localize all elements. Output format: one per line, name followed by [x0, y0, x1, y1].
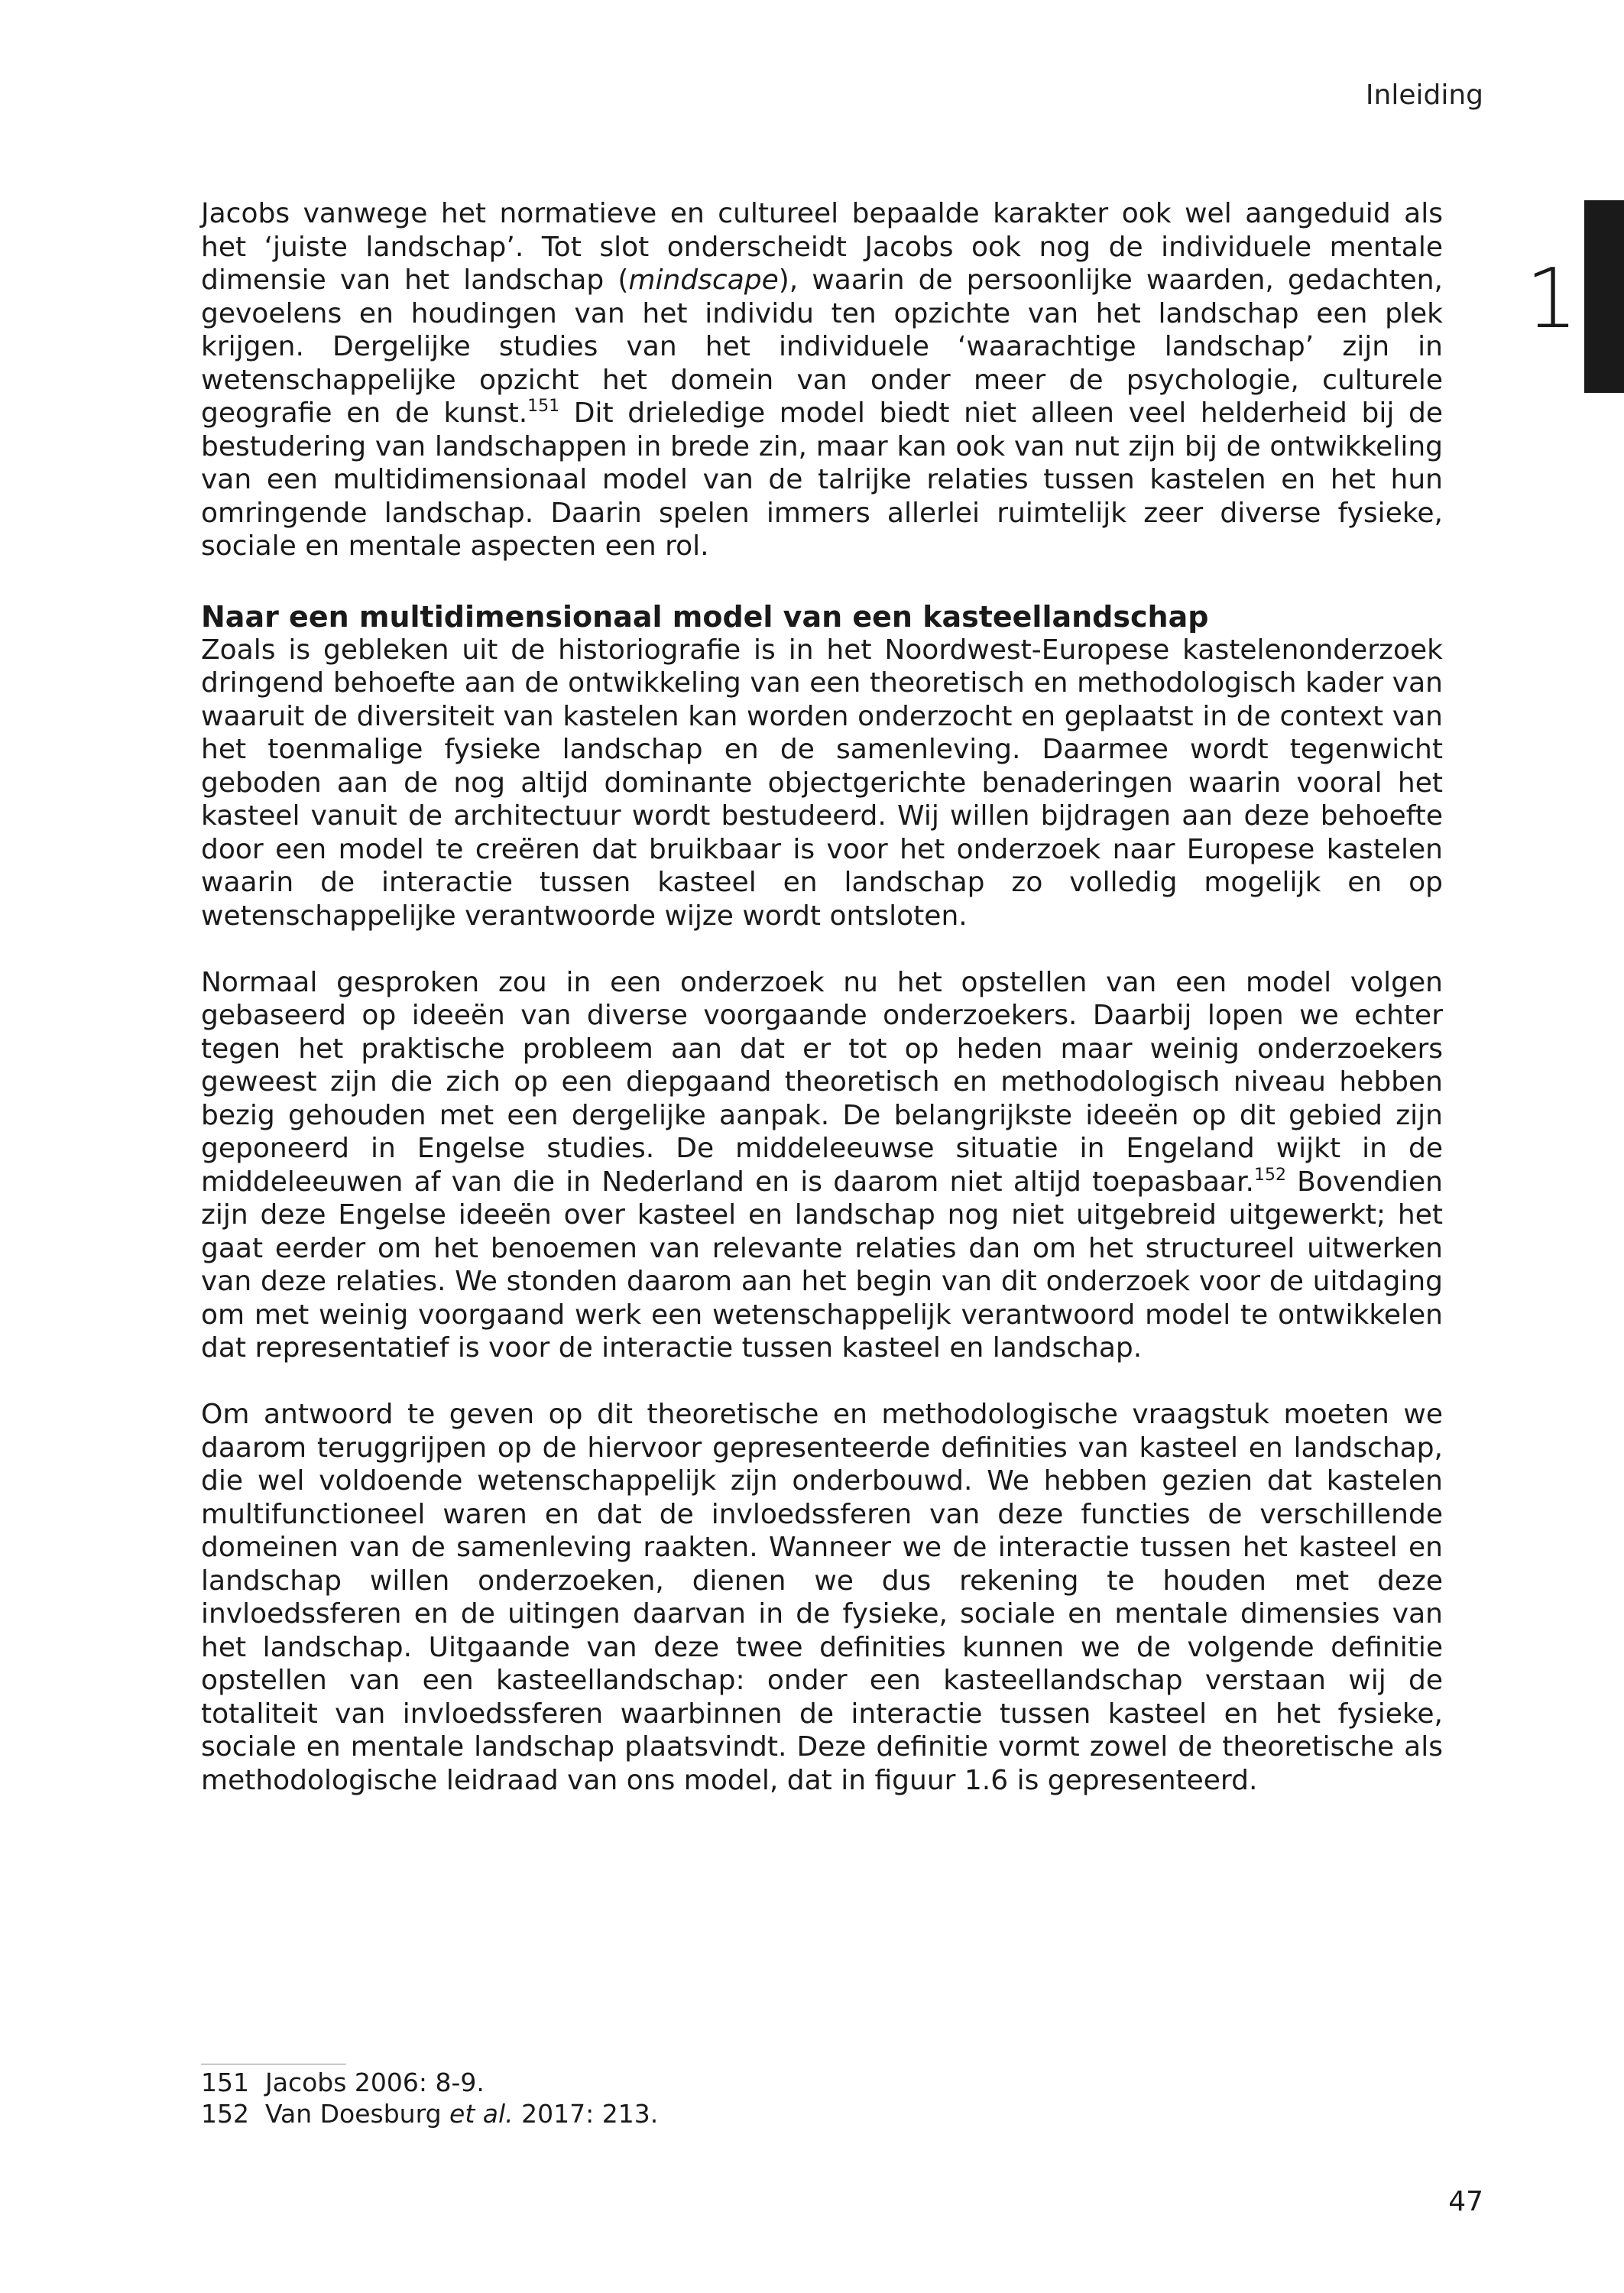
section-heading: Naar een multidimensionaal model van een kasteellandschap: [201, 599, 1209, 634]
footnote-number: 152: [201, 2099, 249, 2129]
footnote-ref-152[interactable]: 152: [1253, 1165, 1286, 1185]
paragraph-3-text-a: Normaal gesproken zou in een onderzoek nu het opstellen van een model volgen gebaseerd op ideeën van diverse voorgaande onderzoekers. Daarbij lopen we echter tegen het praktische probleem aan dat er tot op heden maar weinig onderzoekers geweest zijn die zich op een diepgaand theoretisch en methodologisch niveau hebben bezig gehouden met een dergelijke aanpak. De belangrijkste ideeën op dit gebied zijn geponeerd in Engelse studies. De middeleeuwse situatie in Engeland wijkt in de middeleeuwen af van die in Nederland en is daarom niet altijd toepasbaar.: [201, 966, 1443, 1198]
footnote-text: Van Doesburg: [265, 2099, 450, 2129]
page-number: 47: [1448, 2186, 1483, 2217]
footnote-text-end: 2017: 213.: [513, 2099, 659, 2129]
footnote-emphasis: et al.: [449, 2099, 514, 2129]
chapter-tab-marker: [1584, 200, 1624, 393]
paragraph-1-emphasis: mindscape: [628, 264, 779, 296]
body-text: [201, 197, 1443, 1797]
running-head: Inleiding: [1365, 79, 1483, 111]
paragraph-1-text-b: ), waarin de persoonlijke waarden, gedachten, gevoelens en houdingen van het individu ten opzichte van het landschap een plek krijgen. Dergelijke studies van het individuele ‘waarachtige landschap’ zijn in wetenschappelijke opzicht het domein van onder meer de psychologie, culturele geografie en de kunst.: [201, 264, 1443, 429]
footnote-152: [201, 2098, 658, 2129]
paragraph-1-text-c: Dit drieledige model biedt niet alleen veel helderheid bij de bestudering van landschappen in brede zin, maar kan ook van nut zijn bij de ontwikkeling van een multidimensionaal model van de talrijke relaties tussen kastelen en het hun omringende landschap. Daarin spelen immers allerlei ruimtelijk zeer diverse fysieke, sociale en mentale aspecten een rol.: [201, 397, 1443, 562]
footnotes: [201, 2067, 658, 2129]
paragraph-4: Om antwoord te geven op dit theoretische en methodologische vraagstuk moeten we daarom teruggrijpen op de hiervoor gepresenteerde definities van kasteel en landschap, die wel voldoende wetenschappelijk zijn onderbouwd. We hebben gezien dat kastelen multifunctioneel waren en dat de invloedssferen van deze functies de verschillende domeinen van de samenleving raakten. Wanneer we de interactie tussen het kasteel en landschap willen onderzoeken, dienen we dus rekening te houden met deze invloedssferen en de uitingen daarvan in de fysieke, sociale en mentale dimensies van het landschap. Uitgaande van deze twee definities kunnen we de volgende definitie opstellen van een kasteellandschap: onder een kasteellandschap verstaan wij de totaliteit van invloedssferen waarbinnen de interactie tussen kasteel en het fysieke, sociale en mentale landschap plaatsvindt. Deze definitie vormt zowel de theoretische als methodologische leidraad van ons model, dat in figuur 1.6 is gepresenteerd.: [201, 1399, 1443, 1796]
footnote-151: [201, 2067, 658, 2098]
paragraph-3-text-b: Bovendien zijn deze Engelse ideeën over kasteel en landschap nog niet uitgebreid uitgewerkt; het gaat eerder om het benoemen van relevante relaties dan om het structureel uitwerken van deze relaties. We stonden daarom aan het begin van dit onderzoek voor de uitdaging om met weinig voorgaand werk een wetenschappelijk verantwoord model te ontwikkelen dat representatief is voor de interactie tussen kasteel en landschap.: [201, 1166, 1443, 1364]
chapter-number: 1: [1525, 251, 1578, 347]
paragraph-2: Zoals is gebleken uit de historiografie is in het Noordwest-Europese kastelenonderzoek dringend behoefte aan de ontwikkeling van een theoretisch en methodologisch kader van waaruit de diversiteit van kastelen kan worden onderzocht en geplaatst in de context van het toenmalige fysieke landschap en de samenleving. Daarmee wordt tegenwicht geboden aan de nog altijd dominante objectgerichte benaderingen waarin vooral het kasteel vanuit de architectuur wordt bestudeerd. Wij willen bijdragen aan deze behoefte door een model te creëren dat bruikbaar is voor het onderzoek naar Europese kastelen waarin de interactie tussen kasteel en landschap zo volledig mogelijk en op wetenschappelijke verantwoorde wijze wordt ontsloten.: [201, 634, 1443, 932]
paragraph-1-text-a: Jacobs vanwege het normatieve en cultureel bepaalde karakter ook wel aangeduid als het ‘juiste landschap’. Tot slot onderscheidt Jacobs ook nog de individuele mentale dimensie van het landschap (: [201, 198, 1443, 296]
paragraph-1: [201, 197, 1443, 563]
footnote-number: 151: [201, 2068, 249, 2097]
paragraph-3: [201, 966, 1443, 1365]
footnote-ref-151[interactable]: 151: [527, 397, 560, 416]
footnote-text: Jacobs 2006: 8-9.: [265, 2068, 485, 2097]
